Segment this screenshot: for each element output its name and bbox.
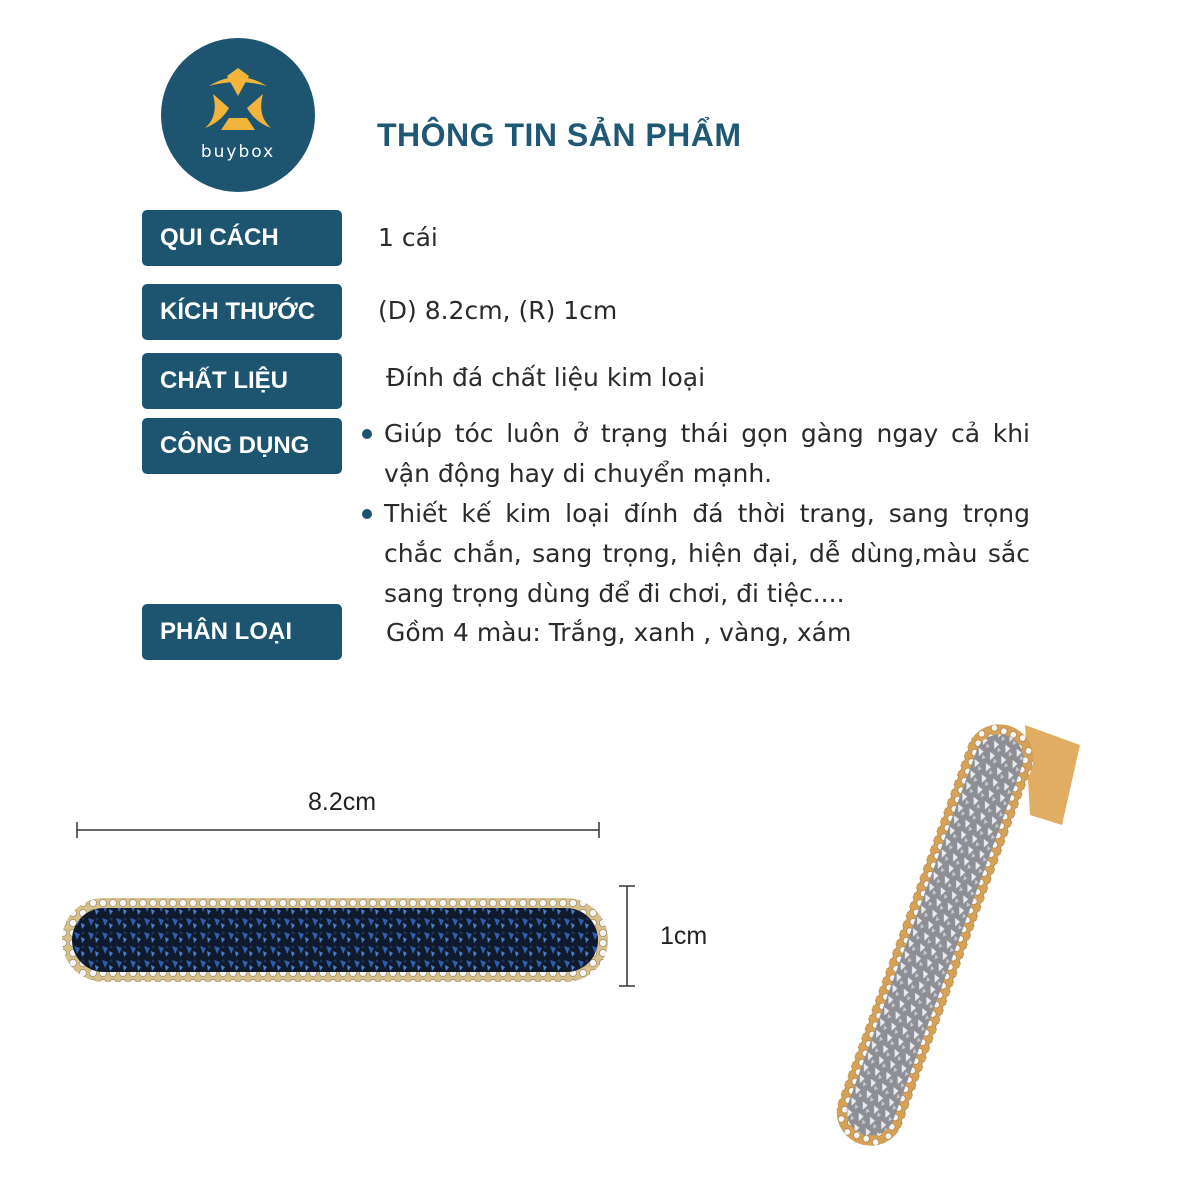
- spec-label-phan-loai: PHÂN LOẠI: [142, 604, 342, 660]
- bullet-dot-icon: [362, 509, 372, 519]
- hair-clip-gold-image: [780, 705, 1090, 1165]
- spec-value-phan-loai: Gồm 4 màu: Trắng, xanh , vàng, xám: [386, 618, 852, 647]
- bullet-dot-icon: [362, 429, 372, 439]
- bullet-text: Giúp tóc luôn ở trạng thái gọn gàng ngay cả khi vận động hay di chuyển mạnh.: [384, 419, 1030, 488]
- page-title: THÔNG TIN SẢN PHẨM: [377, 117, 742, 153]
- list-item: [360, 494, 1030, 614]
- brand-logo: [161, 38, 315, 192]
- spec-label-qui-cach: QUI CÁCH: [142, 210, 342, 266]
- spec-label-kich-thuoc: KÍCH THƯỚC: [142, 284, 342, 340]
- spec-label-cong-dung: CÔNG DỤNG: [142, 418, 342, 474]
- width-dimension-line: [612, 880, 642, 992]
- spec-value-chat-lieu: Đính đá chất liệu kim loại: [386, 363, 706, 392]
- list-item: [360, 414, 1030, 494]
- hair-clip-blue-image: [58, 888, 613, 990]
- width-label: 1cm: [660, 922, 708, 950]
- spec-value-kich-thuoc: (D) 8.2cm, (R) 1cm: [378, 296, 618, 325]
- length-dimension-line: [70, 818, 610, 842]
- spec-label-chat-lieu: CHẤT LIỆU: [142, 353, 342, 409]
- spec-value-qui-cach: 1 cái: [378, 223, 438, 252]
- length-label: 8.2cm: [308, 788, 377, 816]
- bullet-text: Thiết kế kim loại đính đá thời trang, sang trọng chắc chắn, sang trọng, hiện đại, dễ dùng,màu sắc sang trọng dùng để đi chơi, đi tiệc....: [384, 499, 1030, 608]
- logo-emblem-icon: [161, 38, 315, 192]
- brand-name: buybox: [200, 142, 276, 162]
- spec-bullet-list: [360, 414, 1030, 614]
